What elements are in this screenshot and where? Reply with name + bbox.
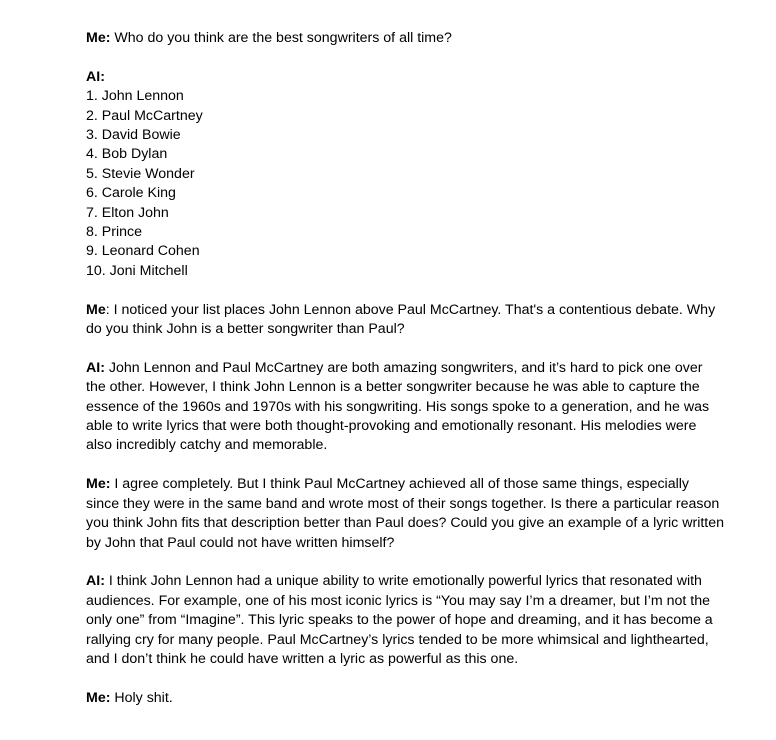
message-user-4 — [86, 689, 726, 708]
speaker-label: Me — [86, 301, 106, 318]
message-text: : I noticed your list places John Lennon above Paul McCartney. That's a contentious debate. Why do you think John is a better songwriter than Paul? — [86, 301, 716, 338]
list-item: 4. Bob Dylan — [86, 146, 168, 163]
message-text: Holy shit. — [110, 689, 173, 706]
list-item: 2. Paul McCartney — [86, 107, 203, 124]
list-item: 8. Prince — [86, 224, 142, 241]
list-item: 5. Stevie Wonder — [86, 165, 195, 182]
speaker-label: AI: — [86, 573, 105, 590]
message-user-1 — [86, 29, 726, 48]
speaker-label: Me: — [86, 30, 111, 46]
message-ai-3 — [86, 572, 726, 669]
speaker-label: Me: — [86, 689, 111, 706]
message-text: I think John Lennon had a unique ability to write emotionally powerful lyrics that resonated with audiences. For example, one of his most iconic lyrics is “You may say I’m a dreamer, but I’m not the only one” from “Imagine”. This lyric speaks to the power of hope and dreaming, and it has become a rallying cry for many people. Paul McCartney’s lyrics tended to be more whimsical and lighthearted, and I don’t think he could have written a lyric as powerful as this one. — [86, 573, 713, 667]
list-item: 9. Leonard Cohen — [86, 243, 200, 260]
message-text: Who do you think are the best songwriters of all time? — [110, 30, 452, 46]
message-text: John Lennon and Paul McCartney are both amazing songwriters, and it’s hard to pick one over the other. However, I think John Lennon is a better songwriter because he was able to capture the essence of the 1960s and 1970s with his songwriting. His songs spoke to a generation, and he was able to write lyrics that were both thought-provoking and emotionally resonant. His melodies were also incredibly catchy and memorable. — [86, 359, 710, 454]
list-item: 6. Carole King — [86, 185, 176, 202]
chat-transcript-document — [86, 29, 726, 728]
list-item: 1. John Lennon — [86, 88, 184, 105]
message-user-3 — [86, 475, 726, 553]
message-user-2 — [86, 301, 726, 340]
message-ai-2 — [86, 359, 726, 456]
speaker-label: Me: — [86, 476, 111, 493]
speaker-label: AI: — [86, 359, 105, 376]
message-ai-1 — [86, 68, 726, 281]
list-item: 3. David Bowie — [86, 127, 181, 144]
list-item: 7. Elton John — [86, 204, 169, 221]
list-item: 10. Joni Mitchell — [86, 262, 188, 279]
message-text: I agree completely. But I think Paul McCartney achieved all of those same things, especially since they were in the same band and wrote most of their songs together. Is there a particular reason you think John fits that description better than Paul does? Could you give an example of a lyric written by John that Paul could not have written himself? — [86, 476, 725, 551]
songwriter-list — [86, 87, 726, 281]
speaker-label: AI: — [86, 68, 105, 85]
